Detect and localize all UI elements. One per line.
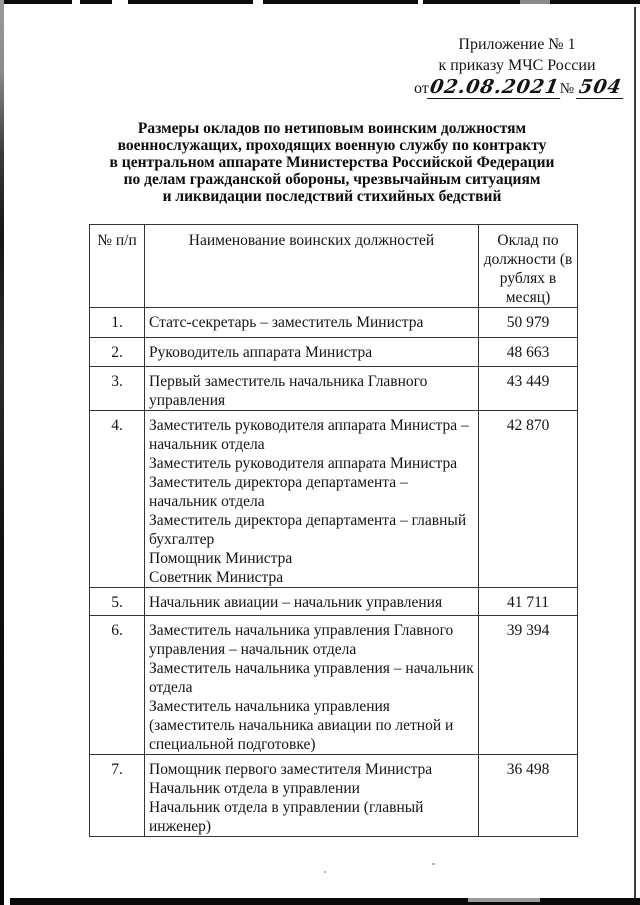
appendix-block [414,35,624,100]
text-line: по делам гражданской обороны, чрезвычайным ситуациям [123,171,541,188]
table-row [90,411,578,588]
salary-value: 39 394 [479,616,578,755]
text-line: Заместитель директора департамента – главный бухгалтер [149,512,467,548]
row-number: 1. [90,308,145,338]
text-line: военнослужащих, проходящих военную службу по контракту [117,137,547,154]
header-position-name: Наименование воинских должностей [145,225,479,308]
order-number-handwritten: 504 [576,77,627,99]
scan-top-gap [253,0,263,4]
text-line: в центральном аппарате Министерства Российской Федерации [109,154,555,171]
scan-speck [324,871,326,873]
table-row [90,755,578,837]
text-line: и ликвидации последствий стихийных бедствий [162,188,502,205]
table-row [90,338,578,367]
header-salary: Оклад по должности (в рублях в месяц) [479,225,578,308]
row-number: 2. [90,338,145,367]
position-list [145,588,479,616]
text-line: Помощник первого заместителя Министра [149,761,433,778]
scan-top-gap [72,0,80,4]
text-line: Заместитель директора департамента – начальник отдела [149,474,408,510]
text-line: Заместитель руководителя аппарата Министра – начальник отдела [149,417,469,453]
table-header-row [90,225,578,308]
table-row [90,367,578,411]
salary-value: 36 498 [479,755,578,837]
text-line: Заместитель начальника управления (заместитель начальника авиации по летной и специальной подготовке) [149,698,454,753]
row-number: 3. [90,367,145,411]
scan-top-gap [520,0,550,4]
salary-value: 43 449 [479,367,578,411]
table-row [90,588,578,616]
salary-value: 48 663 [479,338,578,367]
appendix-line-2: к приказу МЧС России [438,56,596,74]
scan-bottom-edge [10,898,640,905]
text-line: Советник Министра [149,569,284,586]
appendix-order-line [414,76,624,100]
position-list [145,338,479,367]
position-list [145,367,479,411]
header-row-number: № п/п [90,225,145,308]
order-date-handwritten: 02.08.2021 [427,77,564,99]
text-line: Заместитель начальника управления Главного управления – начальник отдела [149,622,454,658]
text-line: Начальник отдела в управлении (главный инженер) [149,799,424,835]
text-line: Первый заместитель начальника Главного управления [149,373,428,409]
scan-left-edge [0,0,4,905]
position-list [145,308,479,338]
text-line: Начальник отдела в управлении [149,780,360,797]
appendix-line-1: Приложение № 1 [458,36,576,53]
text-line: Руководитель аппарата Министра [149,344,373,361]
scan-speck [432,863,435,865]
text-line: Размеры окладов по нетиповым воинским должностям [137,120,527,137]
salary-table [89,224,578,837]
scan-top-gap [418,0,423,4]
scan-bottom-edge-gray [468,898,540,902]
row-number: 7. [90,755,145,837]
position-list [145,755,479,837]
row-number: 4. [90,411,145,588]
salary-value: 42 870 [479,411,578,588]
salary-value: 50 979 [479,308,578,338]
text-line: Помощник Министра [149,550,293,567]
position-list [145,616,479,755]
position-list [145,411,479,588]
table-row [90,308,578,338]
document-title [40,120,624,205]
text-line: Начальник авиации – начальник управления [149,594,443,611]
salary-value: 41 711 [479,588,578,616]
row-number: 5. [90,588,145,616]
table-row [90,616,578,755]
scan-top-gap [112,0,128,4]
scan-right-edge [634,7,636,905]
text-line: Статс-секретарь – заместитель Министра [149,314,424,331]
row-number: 6. [90,616,145,755]
text-line: Заместитель начальника управления – начальник отдела [149,660,474,696]
text-line: Заместитель руководителя аппарата Министра [149,455,458,472]
number-sign: № [559,81,575,97]
order-from-label: от [414,80,429,97]
